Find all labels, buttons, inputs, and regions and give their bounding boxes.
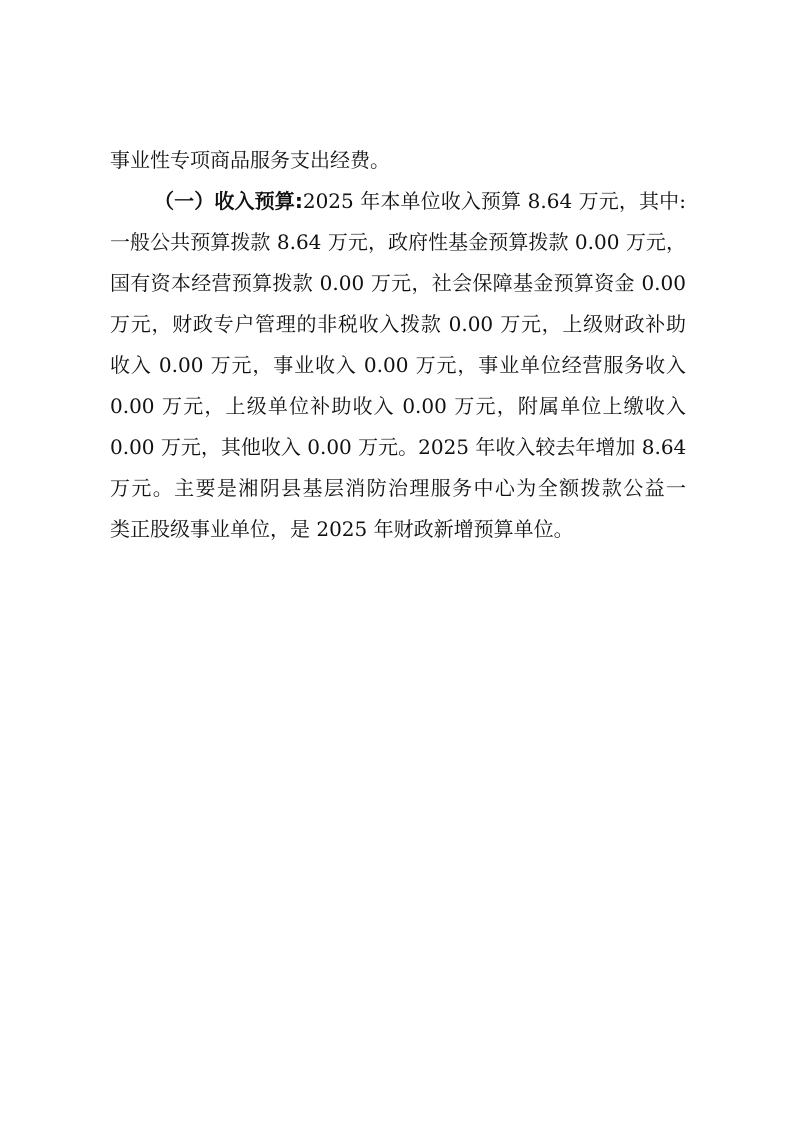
paragraph-line-7: 0.00 万元，其他收入 0.00 万元。2025 年收入较去年增加 8.64: [110, 435, 686, 459]
paragraph-line-6: 0.00 万元，上级单位补助收入 0.00 万元，附属单位上缴收入: [110, 394, 686, 418]
paragraph-line-3: 国有资本经营预算拨款 0.00 万元，社会保障基金预算资金 0.00: [110, 271, 686, 295]
continuation-line: 事业性专项商品服务支出经费。: [110, 148, 390, 172]
body-text: [110, 140, 686, 550]
paragraph-line-8: 万元。主要是湘阴县基层消防治理服务中心为全额拨款公益一: [110, 476, 686, 500]
paragraph-line-1-text: 2025 年本单位收入预算 8.64 万元，其中:: [302, 189, 686, 213]
paragraph-line-1: [110, 181, 686, 222]
paragraph-line-9: 类正股级事业单位，是 2025 年财政新增预算单位。: [110, 517, 574, 541]
paragraph-line-5: 收入 0.00 万元，事业收入 0.00 万元，事业单位经营服务收入: [110, 353, 686, 377]
paragraph-line-4: 万元，财政专户管理的非税收入拨款 0.00 万元，上级财政补助: [110, 312, 686, 336]
section-heading: （一）收入预算:: [154, 189, 303, 213]
paragraph-line-2: 一般公共预算拨款 8.64 万元，政府性基金预算拨款 0.00 万元，: [110, 230, 686, 254]
